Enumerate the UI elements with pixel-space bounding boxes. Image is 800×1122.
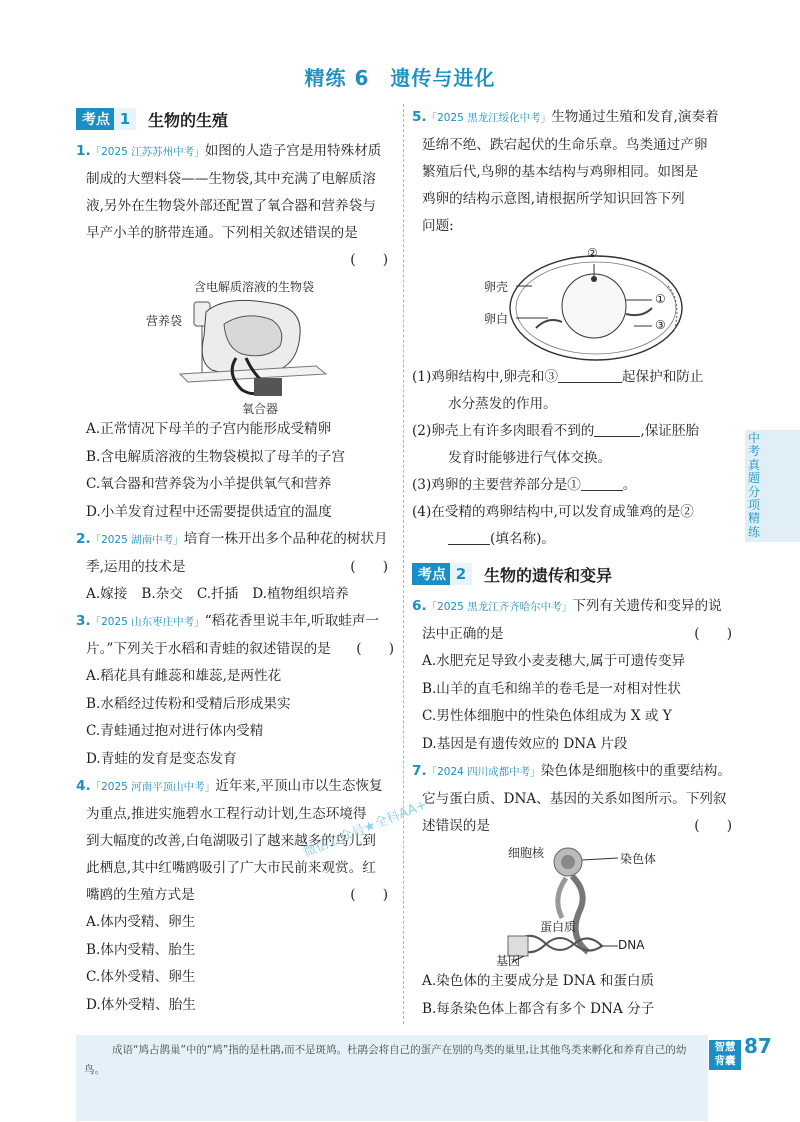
subquestion-text: 水分蒸发的作用。 — [448, 396, 557, 412]
section-title: 生物的遗传和变异 — [484, 565, 613, 585]
question-stem-line: 片。”下列关于水稻和青蛙的叙述错误的是 — [86, 641, 331, 657]
answer-paren: ( ) — [350, 252, 388, 268]
artificial-womb-figure — [76, 274, 398, 416]
subquestion-3 — [412, 472, 742, 499]
option: A.水肥充足导致小麦麦穗大,属于可遗传变异 — [422, 653, 686, 669]
question-stem-line: 为重点,推进实施碧水工程行动计划,生态环境得 — [86, 806, 367, 822]
question-source: 「2025 黑龙江齐齐哈尔中考」 — [426, 601, 573, 613]
subquestion-4-cont — [412, 526, 742, 553]
question-stem: 下列有关遗传和变异的说 — [572, 598, 722, 614]
answer-paren: ( ) — [694, 626, 732, 642]
figure-label-nutrient-bag: 营养袋 — [146, 314, 183, 328]
egg-structure-illustration — [412, 246, 742, 364]
option: A.染色体的主要成分是 DNA 和蛋白质 — [422, 973, 655, 989]
question-stem-line: 到大幅度的改善,白龟湖吸引了越来越多的鸟儿到 — [86, 833, 376, 849]
egg-label-shell: 卵壳 — [484, 280, 509, 294]
column-divider — [403, 104, 404, 1024]
chromosome-illustration — [412, 840, 742, 968]
subquestion-4: (4)在受精的鸡卵结构中,可以发育成雏鸡的是② — [412, 504, 694, 520]
question-stem: 近年来,平顶山市以生态恢复 — [215, 778, 383, 794]
chromosome-label-dna: DNA — [618, 938, 645, 952]
figure-label-biobag: 含电解质溶液的生物袋 — [194, 280, 315, 294]
question-stem-line: 早产小羊的脐带连通。下列相关叙述错误的是 — [86, 225, 358, 241]
question-stem-line: 嘴鸥的生殖方式是 — [86, 887, 195, 903]
footer-note: 成语“鸠占鹊巢”中的“鸠”指的是杜鹃,而不是斑鸠。杜鹃会将自己的蛋产在别的鸟类的巢里,让其他鸟类来孵化和养育自己的幼鸟。 — [84, 1044, 687, 1076]
question-stem: 染色体是细胞核中的重要结构。 — [540, 763, 731, 779]
option: B.含电解质溶液的生物袋模拟了母羊的子宫 — [86, 448, 345, 465]
chromosome-figure — [412, 840, 742, 968]
egg-label-white: 卵白 — [484, 312, 509, 326]
question-stem: “稻花香里说丰年,听取蛙声一 — [204, 613, 380, 629]
section-number: 1 — [114, 108, 136, 130]
question-1 — [76, 138, 398, 526]
question-7 — [412, 758, 742, 1023]
question-stem-line: 延绵不绝、跌宕起伏的生命乐章。鸟类通过产卵 — [422, 137, 708, 153]
option: C.体外受精、卵生 — [86, 969, 196, 985]
option: C.男性体细胞中的性染色体组成为 X 或 Y — [422, 708, 672, 724]
section-title: 生物的生殖 — [148, 110, 229, 130]
answer-blank[interactable] — [558, 368, 622, 383]
section-heading-1 — [76, 106, 398, 132]
chromosome-label-nucleus: 细胞核 — [508, 846, 545, 860]
artificial-womb-illustration — [76, 274, 398, 416]
question-stem-line: 液,另外在生物袋外部还配置了氧合器和营养袋与 — [86, 198, 376, 214]
answer-blank[interactable] — [448, 530, 490, 545]
option: A.稻花具有雌蕊和雄蕊,是两性花 — [86, 668, 282, 684]
subquestion-1 — [412, 364, 742, 391]
question-stem-line: 述错误的是 — [422, 818, 490, 834]
option: C.氧合器和营养袋为小羊提供氧气和营养 — [86, 476, 332, 492]
answer-blank[interactable] — [581, 476, 623, 491]
options-row — [76, 581, 398, 608]
page-number: 87 — [744, 1034, 772, 1058]
question-number: 5. — [412, 109, 427, 125]
question-source: 「2025 河南平顶山中考」 — [90, 781, 216, 793]
option: B.杂交 — [141, 586, 183, 602]
question-stem-line: 问题: — [422, 218, 454, 234]
page-title: 精练 6 遗传与进化 — [304, 66, 496, 90]
badge-line: 背囊 — [714, 1055, 736, 1067]
egg-structure-figure — [412, 246, 742, 364]
chromosome-label-gene: 基因 — [496, 954, 521, 968]
question-number: 4. — [76, 778, 91, 794]
subquestion-text: (3)鸡卵的主要营养部分是① — [412, 477, 581, 493]
kaodian-badge: 考点 — [76, 108, 114, 130]
figure-label-oxygenator: 氧合器 — [242, 402, 279, 416]
question-stem-line: 它与蛋白质、DNA、基因的关系如图所示。下列叙 — [422, 791, 727, 807]
question-number: 6. — [412, 598, 427, 614]
question-source: 「2025 黑龙江绥化中考」 — [426, 112, 552, 124]
question-number: 1. — [76, 143, 91, 159]
right-column — [412, 104, 742, 1023]
question-stem-line: 繁殖后代,鸟卵的基本结构与鸡卵相同。如图是 — [422, 164, 699, 180]
badge-line: 智慧 — [714, 1041, 736, 1053]
question-stem-line: 法中正确的是 — [422, 626, 504, 642]
answer-paren: ( ) — [350, 559, 388, 575]
option: B.每条染色体上都含有多个 DNA 分子 — [422, 1000, 655, 1017]
answer-paren: ( ) — [356, 641, 394, 657]
subquestion-text: (2)卵壳上有许多肉眼看不到的 — [412, 423, 595, 439]
subquestion-text: (填名称)。 — [490, 531, 555, 547]
question-stem-line: 鸡卵的结构示意图,请根据所学知识回答下列 — [422, 191, 685, 207]
option: D.植物组织培养 — [252, 586, 349, 602]
option: B.体内受精、胎生 — [86, 941, 196, 958]
answer-paren: ( ) — [694, 818, 732, 834]
answer-paren: ( ) — [350, 887, 388, 903]
question-2 — [76, 526, 398, 608]
question-stem: 如图的人造子宫是用特殊材质 — [204, 143, 382, 159]
question-stem-line: 季,运用的技术是 — [86, 559, 186, 575]
option: A.正常情况下母羊的子宫内能形成受精卵 — [86, 421, 332, 437]
question-stem-line: 制成的大塑料袋——生物袋,其中充满了电解质溶 — [86, 171, 376, 187]
option: B.山羊的直毛和绵羊的卷毛是一对相对性状 — [422, 680, 681, 697]
kaodian-badge: 考点 — [412, 563, 450, 585]
option: D.体外受精、胎生 — [86, 996, 196, 1013]
subquestion-text: 。 — [622, 477, 637, 493]
question-stem: 生物通过生殖和发育,演奏着 — [551, 109, 719, 125]
option: A.嫁接 — [86, 586, 128, 602]
question-source: 「2025 山东枣庄中考」 — [90, 616, 205, 628]
left-column — [76, 104, 398, 1019]
subquestion-text: (1)鸡卵结构中,卵壳和③ — [412, 369, 558, 385]
question-source: 「2024 四川成都中考」 — [426, 766, 541, 778]
option: D.青蛙的发育是变态发育 — [86, 750, 237, 767]
question-stem: 培育一株开出多个品种花的树状月 — [183, 531, 388, 547]
subquestion-2 — [412, 418, 742, 445]
question-source: 「2025 江苏苏州中考」 — [90, 146, 205, 158]
section-heading-2 — [412, 561, 742, 587]
question-number: 7. — [412, 763, 427, 779]
question-stem-line: 此栖息,其中红嘴鸥吸引了广大市民前来观赏。红 — [86, 860, 376, 876]
side-tab-label: 中考真题分项精练 — [748, 431, 761, 539]
question-3 — [76, 608, 398, 773]
question-number: 2. — [76, 531, 91, 547]
chromosome-label-protein: 蛋白质 — [540, 920, 577, 934]
egg-label-3: ③ — [655, 318, 666, 332]
egg-label-2: ② — [587, 246, 598, 260]
option: A.体内受精、卵生 — [86, 914, 196, 930]
question-source: 「2025 湖南中考」 — [90, 534, 184, 546]
option: B.水稻经过传粉和受精后形成果实 — [86, 695, 291, 712]
answer-blank[interactable] — [594, 422, 640, 437]
subquestion-text: 起保护和防止 — [621, 369, 704, 385]
watermark: 微信公众号★全科AA+ — [301, 797, 430, 861]
subquestion-text: 发育时能够进行气体交换。 — [448, 450, 612, 466]
question-6 — [412, 593, 742, 758]
section-number: 2 — [450, 563, 472, 585]
question-number: 3. — [76, 613, 91, 629]
egg-label-1: ① — [655, 292, 666, 306]
chromosome-label-chromosome: 染色体 — [620, 852, 657, 866]
question-5 — [412, 104, 742, 553]
question-4 — [76, 773, 398, 1019]
option: D.小羊发育过程中还需要提供适宜的温度 — [86, 503, 332, 520]
subquestion-text: ,保证胚胎 — [640, 423, 700, 439]
option: D.基因是有遗传效应的 DNA 片段 — [422, 735, 628, 752]
zhihui-beinang-badge — [709, 1040, 741, 1070]
option: C.扦插 — [196, 586, 239, 602]
option: C.青蛙通过抱对进行体内受精 — [86, 723, 264, 739]
